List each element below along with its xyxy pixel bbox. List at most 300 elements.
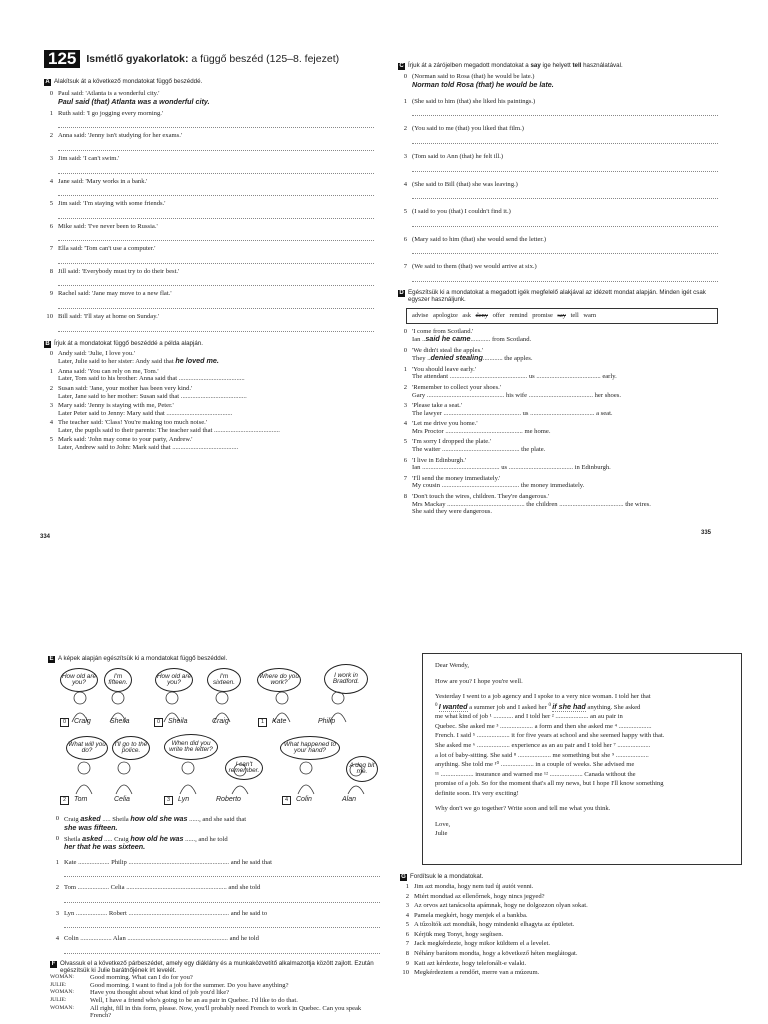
speech-bubble: When did you write the letter? xyxy=(164,734,218,760)
letter-text: a summer job and I asked her xyxy=(467,703,549,711)
translation-item xyxy=(400,921,730,929)
speech-bubble: A dog bit me. xyxy=(346,756,378,782)
section-g-letter: G xyxy=(401,874,406,880)
answer-line xyxy=(58,211,374,219)
item-sentence: Miért mondtad az ellenőrnek, hogy nincs jegyed? xyxy=(414,892,545,900)
item-number: 2 xyxy=(403,383,407,391)
item-number: 2 xyxy=(405,892,409,900)
section-c-letter: C xyxy=(399,63,404,69)
exercise-item xyxy=(398,181,718,189)
item-text: a seat. xyxy=(596,409,613,417)
dialogue xyxy=(50,974,380,1019)
item-number: 7 xyxy=(403,474,407,482)
item-prompt: (Mary said to him (that) she would send the letter.) xyxy=(412,235,547,243)
translation-item xyxy=(400,960,730,968)
item-number: 7 xyxy=(49,245,53,253)
item-number: 3 xyxy=(49,155,53,163)
answer-line xyxy=(64,895,380,903)
item-lead: Colin xyxy=(64,935,79,943)
utterance: Well, I have a friend who's going to be an au pair in Quebec. I'd like to do that. xyxy=(90,997,298,1005)
item-answer: how old he was xyxy=(130,833,184,843)
item-number: 3 xyxy=(403,153,407,161)
item-number: 3 xyxy=(405,902,409,910)
item-prompt: Ella said: 'Tom can't use a computer.' xyxy=(58,245,156,253)
item-number: 1 xyxy=(49,109,53,117)
answer-line xyxy=(58,143,374,151)
item-prompt: Jim said: 'I can't swim.' xyxy=(58,155,120,163)
item-line: My cousin ............................................... the money immediately. xyxy=(412,482,585,490)
item-answer: denied stealing xyxy=(430,353,483,363)
item-line: Kate ................... Philip ............................................................. and he said that xyxy=(64,858,272,866)
name-label: Sheila xyxy=(110,718,130,725)
exercise-item xyxy=(44,200,374,208)
item-prompt: Jill said: 'Everybody must try to do their best.' xyxy=(58,267,180,275)
section-e-header xyxy=(48,655,378,663)
item-prompt: Ruth said: 'I go jogging every morning.' xyxy=(58,109,164,117)
page-bottom-left xyxy=(48,655,378,663)
item-text: us xyxy=(528,373,535,381)
exercise-item xyxy=(398,208,718,216)
figure-number: 4 xyxy=(282,796,291,805)
item-line: Sheila asked ..... Craig how old he was ......, and he told xyxy=(64,833,228,843)
section-b-letter: B xyxy=(45,340,50,347)
item-prompt: Andy said: 'Julie, I love you.' xyxy=(58,349,135,357)
item-answer: asked xyxy=(82,833,103,843)
translation-item xyxy=(400,902,730,910)
letter-text: She asked me ⁶ .................... experience as an au pair and I told her ⁷ .................... xyxy=(435,742,651,750)
speech-bubble: I'm sixteen. xyxy=(207,668,241,692)
item-lead: Gary xyxy=(412,391,426,399)
speech-bubble-illustration xyxy=(60,668,390,808)
name-label: Kate xyxy=(272,718,287,725)
dialogue-line xyxy=(50,989,380,997)
letter-box xyxy=(422,653,742,865)
exercise-item xyxy=(50,910,380,918)
item-line: Mrs Mackay ............................................... the children ....................................... the wires. xyxy=(412,500,651,508)
section-b-header xyxy=(44,340,374,348)
item-prompt: (Norman said to Rosa (that) he would be late.) xyxy=(412,73,535,80)
cartoon-figures-row-2 xyxy=(60,758,390,796)
exercise-item xyxy=(50,859,380,867)
item-prompt: 'I'm sorry I dropped the plate.' xyxy=(412,438,492,446)
item-answer: he loved me. xyxy=(175,356,219,366)
speaker: WOMAN: xyxy=(50,1004,74,1011)
item-text: early. xyxy=(602,373,617,381)
exercise-item xyxy=(44,290,374,298)
item-prompt: 'Don't touch the wires, children. They're dangerous.' xyxy=(412,492,550,500)
letter-text: French. I said ⁵ .................... it for five years at school and she seemed happy with that. xyxy=(435,732,665,740)
item-text: and he said that xyxy=(230,858,272,866)
verb-word-box xyxy=(406,308,718,323)
exercise-item xyxy=(398,475,718,483)
exercise-item xyxy=(398,125,718,133)
item-line xyxy=(58,357,374,366)
item-sentence: Jack megkérdezte, hogy mikor küldtem el a levelet. xyxy=(414,940,551,948)
item-prompt: Mark said: 'John may come to your party, Andrew.' xyxy=(58,436,193,444)
item-number: 8 xyxy=(405,950,409,958)
item-number: 2 xyxy=(49,384,53,392)
section-b-items xyxy=(44,350,374,452)
item-text: me home. xyxy=(524,427,551,435)
name-label: Philip xyxy=(318,718,336,725)
item-number: 8 xyxy=(49,267,53,275)
translation-item xyxy=(400,969,730,977)
item-prompt: 'You should leave early.' xyxy=(412,365,476,373)
item-sentence: Az orvos azt tanácsolta apámnak, hogy ne dolgozzon olyan sokat. xyxy=(414,902,588,910)
item-number: 3 xyxy=(55,909,59,917)
utterance: Have you thought about what kind of job you'd like? xyxy=(90,989,230,997)
answer-line xyxy=(412,108,718,116)
item-sentence: Jim azt mondta, hogy nem tud új autót venni. xyxy=(414,883,534,890)
item-number: 3 xyxy=(403,402,407,410)
item-text: and she told xyxy=(228,884,261,892)
item-number: 6 xyxy=(405,930,409,938)
item-prompt: 'Remember to collect your shoes.' xyxy=(412,383,501,391)
item-number: 10 xyxy=(46,313,53,321)
item-prompt: Paul said: 'Atlanta is a wonderful city.' xyxy=(58,90,160,97)
item-lead: The attendant xyxy=(412,373,449,381)
letter-answer: I wanted xyxy=(438,701,468,711)
section-g-instruction: Fordítsuk le a mondatokat. xyxy=(410,873,484,880)
answer-line xyxy=(412,191,718,199)
exercise-item xyxy=(44,385,374,393)
item-prompt: 'I live in Edinburgh.' xyxy=(412,456,466,464)
name-label: Tom xyxy=(74,796,88,803)
item-number: 4 xyxy=(403,180,407,188)
name-label: Roberto xyxy=(216,796,241,803)
speaker: JULIE: xyxy=(50,997,67,1004)
item-prompt: 'Let me drive you home.' xyxy=(412,420,478,428)
speech-bubble: What happened to your hand? xyxy=(280,736,340,760)
item-line: Craig asked ..... Sheila how old she was ......, and she said that xyxy=(64,814,247,823)
section-e-instruction: A képek alapján egészítsük ki a mondatokat függő beszéddel. xyxy=(58,655,228,662)
exercise-item xyxy=(44,368,374,376)
item-prompt: Jane said: 'Mary works in a bank.' xyxy=(58,177,148,185)
item-line: Mrs Proctor ............................................... me home. xyxy=(412,427,551,435)
exercise-item xyxy=(398,366,718,374)
item-lead: Mrs Proctor xyxy=(412,427,444,435)
exercise-item xyxy=(44,155,374,163)
section-a-header xyxy=(44,78,374,86)
exercise-item xyxy=(44,313,374,321)
item-prompt: 'Please take a seat.' xyxy=(412,402,462,410)
item-prompt: (I said to you (that) I couldn't find it.) xyxy=(412,208,511,216)
letter-text: me what kind of job ¹ ............ and I told her ² .................... an au pair in xyxy=(435,713,623,721)
answer-line xyxy=(412,274,718,282)
translation-item xyxy=(400,883,730,891)
figure-number: 2 xyxy=(60,796,69,805)
section-e-items-wrap xyxy=(50,812,380,1020)
item-lead: Sheila xyxy=(64,835,81,843)
item-text: us xyxy=(522,409,529,417)
name-label: Craig xyxy=(212,718,229,725)
item-number: 5 xyxy=(403,438,407,446)
item-lead: Lyn xyxy=(64,909,75,917)
translation-item xyxy=(400,940,730,948)
word-option: warn xyxy=(583,312,597,320)
item-number: 5 xyxy=(405,921,409,929)
item-answer: she was fifteen. xyxy=(64,822,118,832)
item-text: the plate. xyxy=(521,446,546,454)
item-line: The lawyer ............................................... us ....................................... a seat. xyxy=(412,409,613,417)
answer-line xyxy=(58,324,374,332)
letter-text: Yesterday I went to a job agency and I spoke to a very nice woman. I told her that xyxy=(435,693,651,701)
section-d-instruction: Egészítsük ki a mondatokat a megadott igék megfelelő alakjával az idézett mondat alapján. Minden igét csak egyszer használjunk. xyxy=(408,288,706,304)
speaker: JULIE: xyxy=(50,981,67,988)
word-option: tell xyxy=(570,312,579,320)
letter-text: 0 xyxy=(435,702,439,708)
figure-number: 3 xyxy=(164,796,173,805)
speech-bubble: I can't remember. xyxy=(225,756,263,780)
item-text: , and he told xyxy=(195,835,228,843)
item-number: 4 xyxy=(55,935,59,943)
item-number: 3 xyxy=(49,402,53,410)
item-number: 4 xyxy=(49,419,53,427)
item-lead: Later, Julie said to her sister: Andy said that xyxy=(58,358,174,366)
item-line: Later, Jane said to her mother: Susan said that ........................................ xyxy=(58,392,247,400)
name-label: Celia xyxy=(114,796,130,803)
item-number: 2 xyxy=(403,125,407,133)
item-answer: her that he was sixteen. xyxy=(64,842,146,852)
name-label: Sheila xyxy=(168,718,188,725)
section-g-header xyxy=(400,873,730,881)
item-number: 0 xyxy=(55,815,59,822)
word-option: say xyxy=(557,312,566,320)
item-prompt: Anna said: 'You can rely on me, Tom.' xyxy=(58,367,159,375)
dialogue-line xyxy=(50,974,380,982)
letter-answer: if she had xyxy=(552,701,586,711)
item-answer: asked xyxy=(80,814,101,823)
item-line: Later, Andrew said to John: Mark said that ........................................ xyxy=(58,444,239,451)
exercise-item xyxy=(50,935,380,943)
item-line: Ian ..said he came............ from Scotland. xyxy=(412,334,532,344)
translation-item xyxy=(400,931,730,939)
item-number: 7 xyxy=(403,263,407,271)
speech-bubble: How old are you? xyxy=(155,668,193,692)
exercise-item xyxy=(398,438,718,446)
item-number: 0 xyxy=(49,90,53,97)
exercise-item xyxy=(398,263,718,271)
answer-line xyxy=(412,219,718,227)
letter-greeting: Dear Wendy, xyxy=(435,662,470,669)
answer-line xyxy=(412,136,718,144)
item-number: 1 xyxy=(55,858,59,866)
item-number: 8 xyxy=(403,492,407,500)
exercise-item xyxy=(44,223,374,231)
item-prompt: Susan said: 'Jane, your mother has been very kind.' xyxy=(58,384,193,392)
item-prompt: Anna said: 'Jenny isn't studying for her exams.' xyxy=(58,132,183,140)
item-lead: Later, Jane said to her mother: Susan said that xyxy=(58,392,180,400)
letter-closing-line: Why don't we go together? Write soon and tell me what you think. xyxy=(435,805,611,813)
letter-text: definite soon. It's very exciting! xyxy=(435,789,519,797)
item-prompt: Bill said: 'I'll stay at home on Sunday.' xyxy=(58,313,159,321)
item-number: 0 xyxy=(403,346,407,354)
item-number: 0 xyxy=(55,834,59,842)
section-c-items xyxy=(398,73,718,282)
page-335 xyxy=(398,62,718,516)
exercise-item xyxy=(44,268,374,276)
item-prompt: (Tom said to Ann (that) he felt ill.) xyxy=(412,153,504,161)
section-a-items xyxy=(44,90,374,332)
answer-line xyxy=(58,278,374,286)
item-number: 4 xyxy=(405,911,409,919)
item-answer: how old she was xyxy=(130,814,188,823)
section-b-instruction: Írjuk át a mondatokat függő beszéddé a példa alapján. xyxy=(54,339,203,347)
item-text: She said they were dangerous. xyxy=(412,508,493,516)
item-prompt: 'I come from Scotland.' xyxy=(412,327,474,335)
item-number: 6 xyxy=(403,235,407,243)
figure-number: 1 xyxy=(258,718,267,727)
item-number: 9 xyxy=(405,959,409,967)
item-text: Alan xyxy=(112,935,126,943)
item-text: , and she said that xyxy=(199,816,247,823)
item-number: 7 xyxy=(405,940,409,948)
item-text: from Scotland. xyxy=(491,336,532,344)
word-option: offer xyxy=(492,312,505,320)
letter-sign-off: Love, xyxy=(435,820,451,828)
section-a-letter: A xyxy=(45,79,50,85)
speech-bubble: How old are you? xyxy=(60,668,98,692)
item-line: The waiter ............................................... the plate. xyxy=(412,446,546,454)
section-e-letter: E xyxy=(49,656,54,662)
section-e-items xyxy=(50,815,380,954)
item-number: 1 xyxy=(403,365,407,373)
item-lead: The lawyer xyxy=(412,409,442,417)
item-line: They ..denied stealing............ the apples. xyxy=(412,353,533,363)
item-text: and he told xyxy=(229,935,259,943)
exercise-item xyxy=(398,153,718,161)
item-lead: My cousin xyxy=(412,482,441,490)
answer-line xyxy=(58,233,374,241)
item-line: Ian ............................................... us ....................................... in Edinburgh. xyxy=(412,464,611,472)
exercise-item xyxy=(398,236,718,244)
letter-text: promise of a job. So for the moment that's all my news, but I hope I'll know something xyxy=(435,780,664,788)
name-label: Alan xyxy=(342,796,357,803)
dialogue-line xyxy=(50,997,380,1005)
letter-text: ¹¹ .................... insurance and warned me ¹² .................... Canada without the xyxy=(435,770,636,778)
item-number: 2 xyxy=(55,884,59,892)
item-lead: Later, the pupils said to their parents: The teacher said that xyxy=(58,426,213,434)
item-sentence: Pamela megkért, hogy menjek el a bankba. xyxy=(414,911,528,919)
exercise-item xyxy=(44,132,374,140)
item-text: the apples. xyxy=(504,355,533,363)
answer-line xyxy=(58,256,374,264)
exercise-item xyxy=(44,110,374,118)
utterance: Good morning. What can I do for you? xyxy=(90,974,193,982)
item-line: Later, the pupils said to their parents: The teacher said that ........................................ xyxy=(58,426,280,434)
item-prompt: (She said to Bill (that) she was leaving.) xyxy=(412,180,518,188)
item-prompt: The teacher said: 'Class! You're making too much noise.' xyxy=(58,419,207,427)
letter-signature: Julie xyxy=(435,830,448,838)
item-lead: Kate xyxy=(64,858,77,866)
item-number: 1 xyxy=(405,883,409,890)
exercise-item xyxy=(44,178,374,186)
translation-item xyxy=(400,893,730,901)
item-lead: Later Peter said to Jenny: Mary said that xyxy=(58,409,165,417)
letter-text: Quebec. She asked me ³ .................... a form and then she asked me ⁴ .................... xyxy=(435,722,652,730)
item-number: 4 xyxy=(403,420,407,428)
item-prompt: 'We didn't steal the apples.' xyxy=(412,346,483,354)
item-prompt: Rachel said: 'Jane may move to a new flat.' xyxy=(58,290,172,298)
item-number: 5 xyxy=(49,200,53,208)
item-number: 10 xyxy=(402,969,409,977)
exercise-item xyxy=(398,384,718,392)
exercise-item xyxy=(50,884,380,892)
item-text: Celia xyxy=(110,884,125,892)
section-a-instruction: Alakítsuk át a következő mondatokat függő beszéddé. xyxy=(54,78,203,85)
item-sentence: Néhány barátom mondta, hogy a következő héten meglátogat. xyxy=(414,950,578,958)
exercise-item xyxy=(44,245,374,253)
unit-title xyxy=(44,50,374,68)
item-lead: Tom xyxy=(64,884,76,892)
section-f-header xyxy=(50,960,380,974)
letter-opening: How are you? I hope you're well. xyxy=(435,677,523,685)
name-label: Craig xyxy=(74,718,91,725)
item-number: 0 xyxy=(403,73,407,80)
exercise-item xyxy=(44,419,374,427)
unit-number-badge: 125 xyxy=(44,50,80,68)
item-number: 5 xyxy=(403,208,407,216)
item-answer: Norman told Rosa (that) he would be late. xyxy=(412,79,554,89)
item-text: the money immediately. xyxy=(520,482,585,490)
item-prompt: Mike said: 'I've never been to Russia.' xyxy=(58,222,158,230)
item-number: 5 xyxy=(49,436,53,444)
item-line: The attendant ............................................... us ....................................... early. xyxy=(412,373,617,381)
item-lead: The waiter xyxy=(412,446,441,454)
section-d-letter: D xyxy=(399,289,404,296)
item-answer: Paul said (that) Atlanta was a wonderful city. xyxy=(58,96,210,106)
item-text: in Edinburgh. xyxy=(574,464,611,472)
item-line: Lyn ................... Robert ............................................................. and he said to xyxy=(64,909,268,917)
item-prompt: (We said to them (that) we would arrive at six.) xyxy=(412,263,537,271)
utterance: Good morning. I want to find a job for the summer. Do you have anything? xyxy=(90,981,289,989)
name-label: Colin xyxy=(296,796,312,803)
letter-text: anything. She asked xyxy=(585,703,641,711)
item-prompt: (You said to me (that) you liked that film.) xyxy=(412,125,524,133)
exercise-item xyxy=(44,436,374,444)
answer-line xyxy=(58,301,374,309)
word-option: deny xyxy=(475,312,488,320)
item-number: 6 xyxy=(49,222,53,230)
word-option: remind xyxy=(509,312,528,320)
unit-heading: Ismétlő gyakorlatok: a függő beszéd (125–8. fejezet) xyxy=(86,52,340,65)
word-option: advise xyxy=(412,312,429,320)
answer-line xyxy=(412,246,718,254)
section-g xyxy=(400,873,730,977)
utterance: All right, fill in this form, please. Now, you'll probably need French to work in Quebec. Can you speak French? xyxy=(90,1004,362,1020)
speaker: WOMAN: xyxy=(50,989,74,996)
item-line: Tom ................... Celia ............................................................. and she told xyxy=(64,884,261,892)
answer-line xyxy=(58,166,374,174)
letter-text: 0 xyxy=(548,702,553,708)
exercise-item xyxy=(398,457,718,465)
item-lead: Mrs Mackay xyxy=(412,500,446,508)
exercise-item xyxy=(398,402,718,410)
speech-bubble: Where do you work? xyxy=(257,668,301,692)
exercise-item xyxy=(398,420,718,428)
item-number: 2 xyxy=(49,132,53,140)
item-text: his wife xyxy=(505,391,528,399)
item-line: Gary ............................................... his wife ....................................... her shoes. xyxy=(412,391,621,399)
item-line: Later, Tom said to his brother: Anna said that ........................................ xyxy=(58,375,245,383)
item-prompt: Mary said: 'Jenny is staying with me, Peter.' xyxy=(58,402,174,410)
item-lead: Craig xyxy=(64,816,79,823)
item-answer: said he came xyxy=(425,334,471,344)
item-text: us xyxy=(501,464,508,472)
section-f-instruction: Olvassuk el a következő párbeszédet, amely egy diáklány és a munkaközvetítő alkalmazottja között zajlott. Ezután egészítsük ki Julie barátnőjének írt levelét. xyxy=(60,960,374,975)
item-sentence: Megkérdeztem a rendőrt, merre van a múzeum. xyxy=(414,969,540,977)
item-number: 4 xyxy=(49,177,53,185)
